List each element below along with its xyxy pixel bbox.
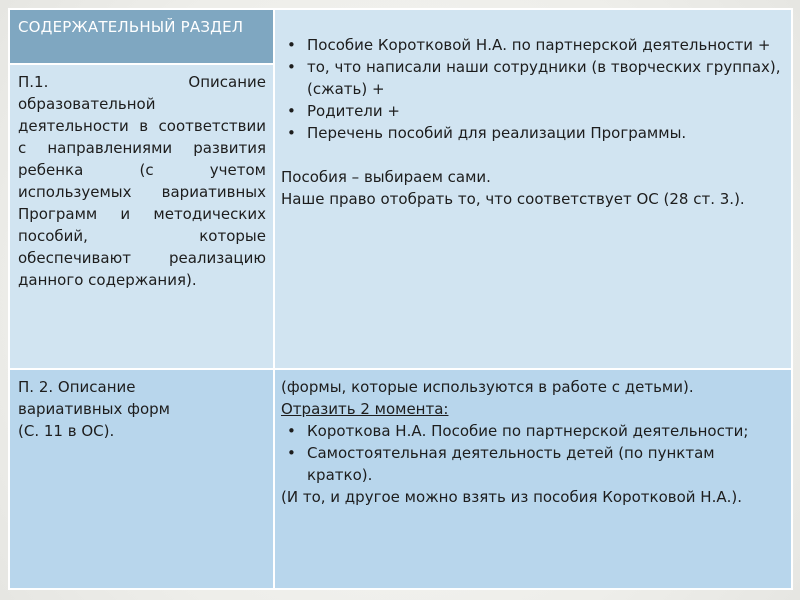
- section-title: СОДЕРЖАТЕЛЬНЫЙ РАЗДЕЛ: [18, 18, 244, 36]
- row2-bullet-list: [281, 420, 783, 486]
- row2-closing: (И то, и другое можно взять из пособия Коротковой Н.А.).: [281, 488, 743, 507]
- header-cell: [9, 9, 274, 64]
- row1-paragraph-1: Пособия – выбираем сами.: [281, 168, 491, 186]
- table-row: [9, 369, 792, 589]
- list-item: • Пособие Коротковой Н.А. по партнерской деятельности +: [281, 34, 783, 56]
- row1-label-cell: [9, 64, 274, 369]
- list-item: • Родители +: [281, 100, 783, 122]
- row2-label-line-1: П. 2. Описание: [18, 378, 136, 397]
- list-item: • Самостоятельная деятельность детей (по пунктам кратко).: [281, 442, 783, 486]
- row2-label-line-3: (С. 11 в ОС).: [18, 422, 115, 441]
- list-item: • Перечень пособий для реализации Программы.: [281, 122, 783, 144]
- row2-intro: (формы, которые используются в работе с детьми).: [281, 378, 694, 397]
- row2-underlined-heading: Отразить 2 момента:: [281, 400, 449, 419]
- list-item: • то, что написали наши сотрудники (в творческих группах), (сжать) +: [281, 56, 783, 100]
- row1-content-cell: [274, 9, 792, 369]
- table-row: [9, 9, 792, 64]
- row1-label: П.1. Описание образовательной деятельности в соответствии с направлениями развития ребенка (с учетом используемых вариативных Программ и методических пособий, которые обеспечивают реализацию данного содержания).: [18, 72, 266, 289]
- row1-paragraph-2: Наше право отобрать то, что соответствует ОС (28 ст. 3.).: [281, 190, 745, 208]
- row2-label-line-2: вариативных форм: [18, 400, 170, 419]
- content-table: [8, 8, 793, 590]
- row2-label-cell: [9, 369, 274, 589]
- list-item: • Короткова Н.А. Пособие по партнерской деятельности;: [281, 420, 783, 442]
- row2-content-cell: [274, 369, 792, 589]
- row1-bullet-list: [281, 34, 783, 144]
